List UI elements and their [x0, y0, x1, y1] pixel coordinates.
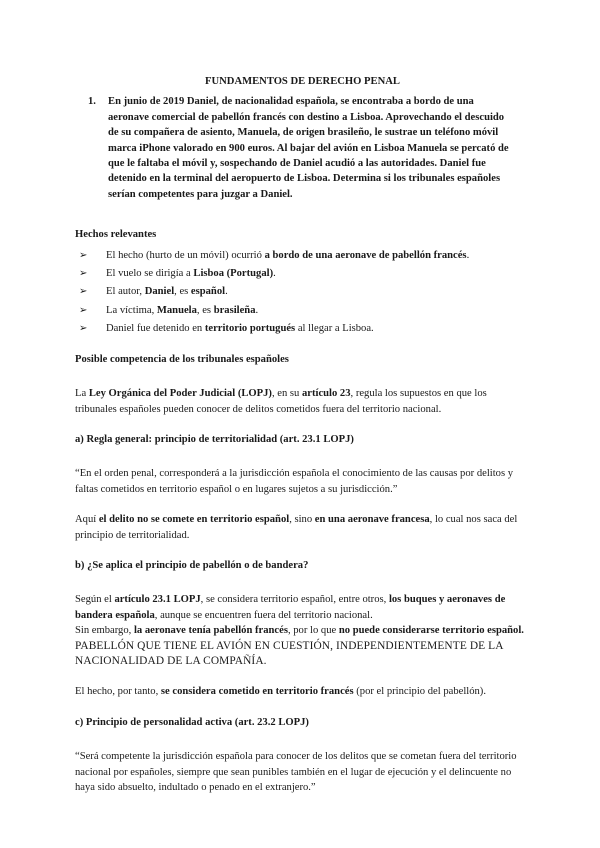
competencia-heading: Posible competencia de los tribunales españoles: [75, 353, 289, 365]
list-item: ➢ Daniel fue detenido en territorio portugués al llegar a Lisboa.: [75, 321, 530, 336]
section-b-caps-note: PABELLÓN QUE TIENE EL AVIÓN EN CUESTIÓN, INDEPENDIENTEMENTE DE LA NACIONALIDAD DE LA COMPAÑÍA.: [75, 639, 503, 667]
competencia-paragraph: La Ley Orgánica del Poder Judicial (LOPJ), en su artículo 23, regula los supuestos en que los tribunales españoles pueden conocer de delitos cometidos fuera del territorio nacional.: [75, 388, 487, 415]
document-title: FUNDAMENTOS DE DERECHO PENAL: [205, 76, 400, 87]
question-number: 1.: [88, 96, 96, 108]
list-item: ➢ El vuelo se dirigía a Lisboa (Portugal).: [75, 266, 530, 281]
question-1: [75, 94, 530, 202]
arrow-bullet-icon: ➢: [79, 304, 88, 316]
arrow-bullet-icon: ➢: [79, 249, 88, 261]
section-a-paragraph: Aquí el delito no se comete en territorio español, sino en una aeronave francesa, lo cual nos saca del principio de territorialidad.: [75, 514, 518, 541]
section-c-heading: c) Principio de personalidad activa (art. 23.2 LOPJ): [75, 716, 309, 728]
list-item: ➢ El autor, Daniel, es español.: [75, 284, 530, 299]
section-a-quote: “En el orden penal, corresponderá a la jurisdicción española el conocimiento de las causas por delitos y faltas cometidos en territorio español o en lugares sujetos a su jurisdicción.”: [75, 468, 514, 495]
section-b-paragraph-1: Según el artículo 23.1 LOPJ, se considera territorio español, entre otros, los buques y aeronaves de bandera española, aunque se encuentren fuera del territorio nacional.: [75, 594, 506, 621]
hechos-heading: Hechos relevantes: [75, 229, 157, 241]
section-b-paragraph-2: Sin embargo, la aeronave tenía pabellón francés, por lo que no puede considerarse territorio español.: [75, 625, 524, 637]
question-text: En junio de 2019 Daniel, de nacionalidad española, se encontraba a bordo de una aeronave comercial de pabellón francés con destino a Lisboa. Aprovechando el descuido de su compañera de asiento, Manuela, de origen brasileño, le sustrae un teléfono móvil marca iPhone valorado en 900 euros. Al bajar del avión en Lisboa Manuela se percató de que le faltaba el móvil y, sospechando de Daniel acudió a las autoridades. Daniel fue detenido en la terminal del aeropuerto de Lisboa. Determina si los tribunales españoles serían competentes para juzgar a Daniel.: [108, 96, 509, 200]
arrow-bullet-icon: ➢: [79, 286, 88, 298]
list-item: ➢ La víctima, Manuela, es brasileña.: [75, 303, 530, 318]
section-b-paragraph-3: El hecho, por tanto, se considera cometido en territorio francés (por el principio del pabellón).: [75, 686, 486, 698]
hechos-list: [75, 248, 530, 337]
arrow-bullet-icon: ➢: [79, 323, 88, 335]
section-c-quote: “Será competente la jurisdicción española para conocer de los delitos que se cometan fuera del territorio nacional por españoles, siempre que sean punibles también en el lugar de ejecución y el delincuente no haya sido absuelto, indultado o penado en el extranjero.”: [75, 751, 517, 793]
section-a-heading: a) Regla general: principio de territorialidad (art. 23.1 LOPJ): [75, 433, 354, 445]
section-b-heading: b) ¿Se aplica el principio de pabellón o de bandera?: [75, 559, 309, 571]
list-item: ➢ El hecho (hurto de un móvil) ocurrió a bordo de una aeronave de pabellón francés.: [75, 248, 530, 263]
arrow-bullet-icon: ➢: [79, 268, 88, 280]
